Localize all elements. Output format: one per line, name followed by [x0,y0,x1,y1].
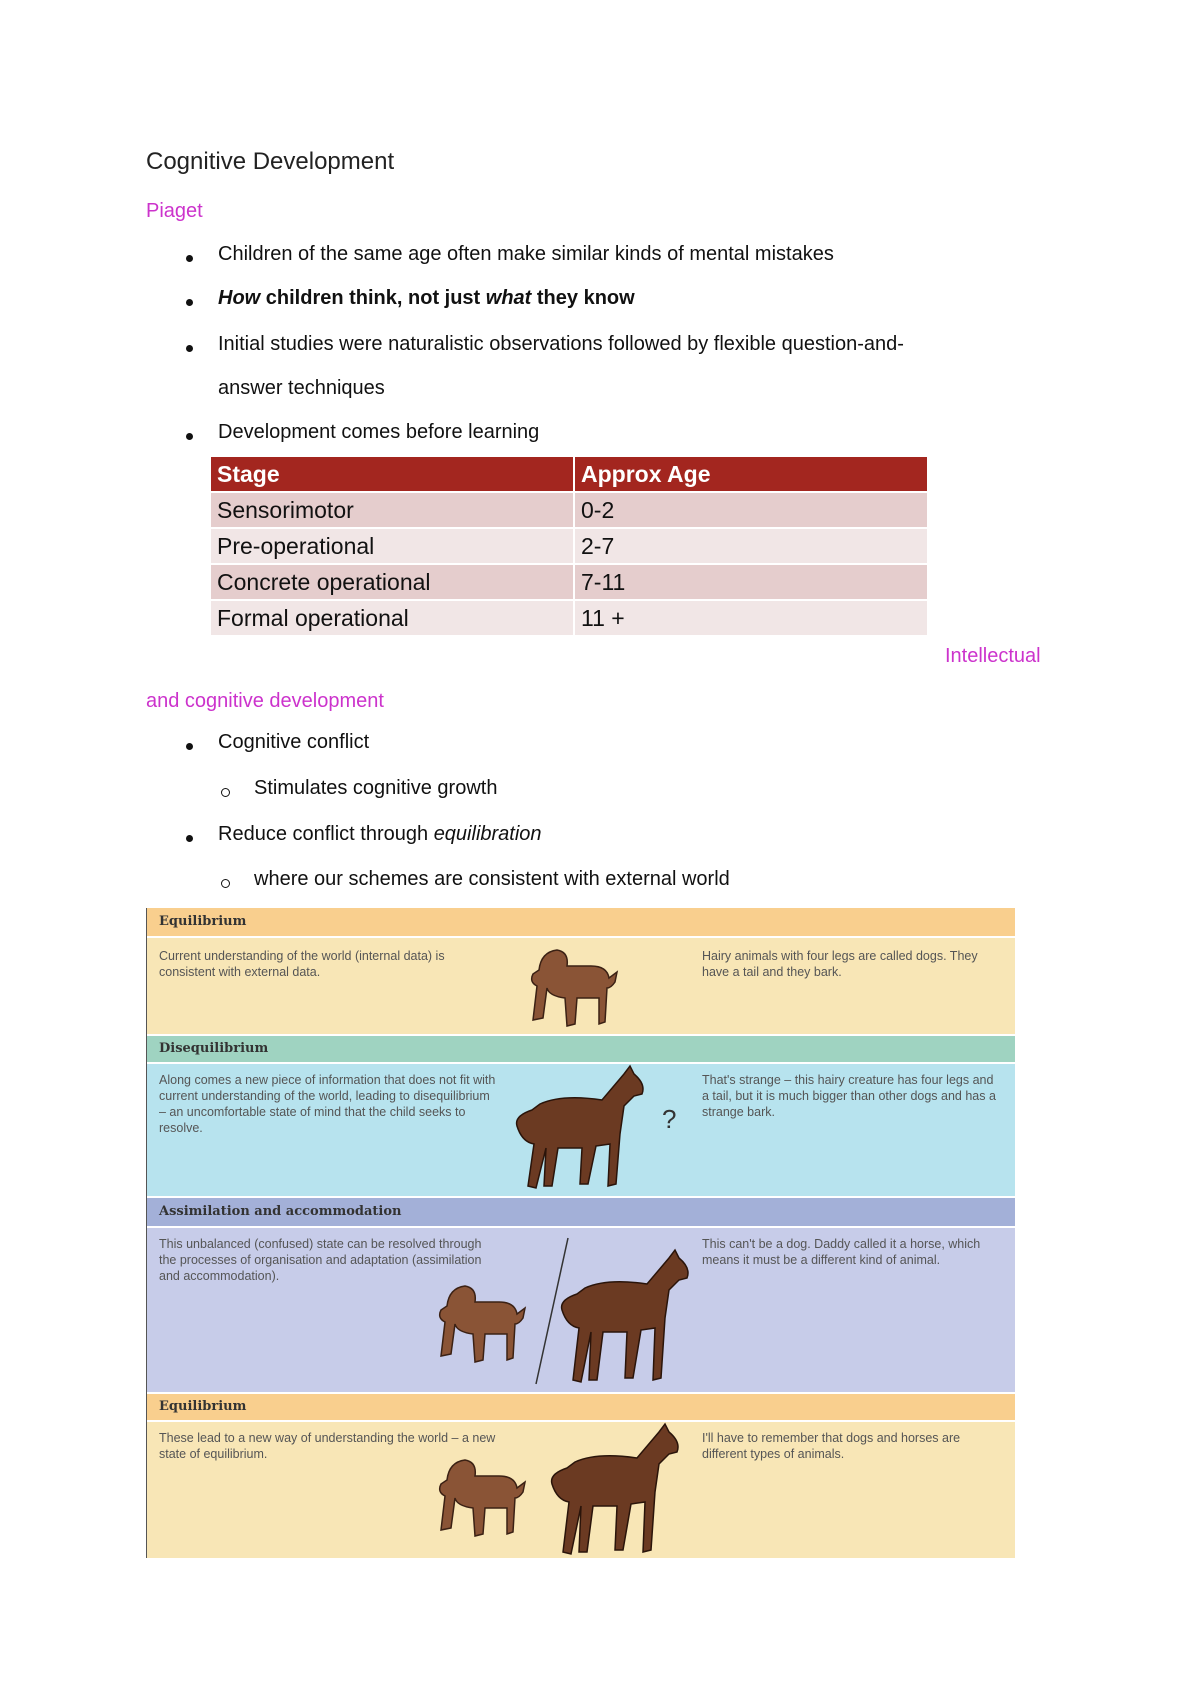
table-row [211,529,927,563]
bullet-text-equilibration: Reduce conflict through equilibration [218,823,542,845]
band-header-equilibrium: Equilibrium [147,908,1015,936]
band-body [147,1228,1015,1392]
band-left-text: These lead to a new way of understanding the world – a new state of equilibrium. [159,1431,496,1461]
band-header-assimilation: Assimilation and accommodation [147,1198,1015,1226]
bullet-dot [186,433,193,440]
stage-table [211,455,927,637]
table-row [211,601,927,635]
horse-illustration [557,1248,697,1388]
section-heading-line1: Intellectual [945,645,1041,667]
bullet-dot [186,345,193,352]
band-right-text: That's strange – this hairy creature has four legs and a tail, but it is much bigger than other dogs and has a strange bark. [702,1073,996,1119]
piaget-heading: Piaget [146,200,203,222]
bullet-text: Children of the same age often make similar kinds of mental mistakes [218,243,834,265]
bullet-text: Cognitive conflict [218,731,370,753]
stage-cell: Concrete operational [211,565,575,599]
age-cell: 7-11 [575,565,927,599]
question-mark: ? [662,1104,677,1134]
stage-cell: Formal operational [211,601,575,635]
band-body [147,938,1015,1034]
sub-bullet-circle [221,788,230,797]
table-row [211,565,927,599]
band-right-text: This can't be a dog. Daddy called it a horse, which means it must be a different kind of animal. [702,1237,981,1267]
band-left-text: Current understanding of the world (internal data) is consistent with external data. [159,949,445,979]
dog-illustration [427,1452,527,1542]
stage-cell: Pre-operational [211,529,575,563]
dog-illustration [427,1278,527,1368]
band-body [147,1422,1015,1558]
band-right-text: I'll have to remember that dogs and horses are different types of animals. [702,1431,961,1461]
age-cell: 0-2 [575,493,927,527]
equilibration-figure [146,908,1015,1558]
band-left-text: This unbalanced (confused) state can be resolved through the processes of organisation and adaptation (assimilation and accommodation). [159,1237,482,1283]
header-age: Approx Age [575,457,927,491]
band-body [147,1064,1015,1196]
bullet-text: Development comes before learning [218,421,540,443]
bullet-text-how: How children think, not just what they know [218,287,635,309]
bullet-text: Initial studies were naturalistic observations followed by flexible question-and- [218,333,904,355]
age-cell: 2-7 [575,529,927,563]
stage-cell: Sensorimotor [211,493,575,527]
sub-bullet-circle [221,879,230,888]
stage-table-header [211,457,927,491]
band-left-text: Along comes a new piece of information that does not fit with current understanding of the world, leading to disequilibrium – an uncomfortable state of mind that the child seeks to resolve. [159,1073,496,1135]
dog-illustration [519,942,619,1032]
band-header-equilibrium: Equilibrium [147,1394,1015,1420]
band-header-disequilibrium: Disequilibrium [147,1036,1015,1062]
sub-bullet-text: where our schemes are consistent with external world [254,868,730,890]
horse-illustration [512,1064,652,1194]
table-row [211,493,927,527]
bullet-text-continued: answer techniques [218,377,385,399]
bullet-dot [186,835,193,842]
page-title: Cognitive Development [146,148,395,175]
bullet-dot [186,255,193,262]
horse-illustration [547,1422,687,1558]
header-stage: Stage [211,457,575,491]
age-cell: 11 + [575,601,927,635]
band-right-text: Hairy animals with four legs are called dogs. They have a tail and they bark. [702,949,978,979]
sub-bullet-text: Stimulates cognitive growth [254,777,498,799]
bullet-dot [186,743,193,750]
section-heading-line2: and cognitive development [146,690,384,712]
bullet-dot [186,299,193,306]
